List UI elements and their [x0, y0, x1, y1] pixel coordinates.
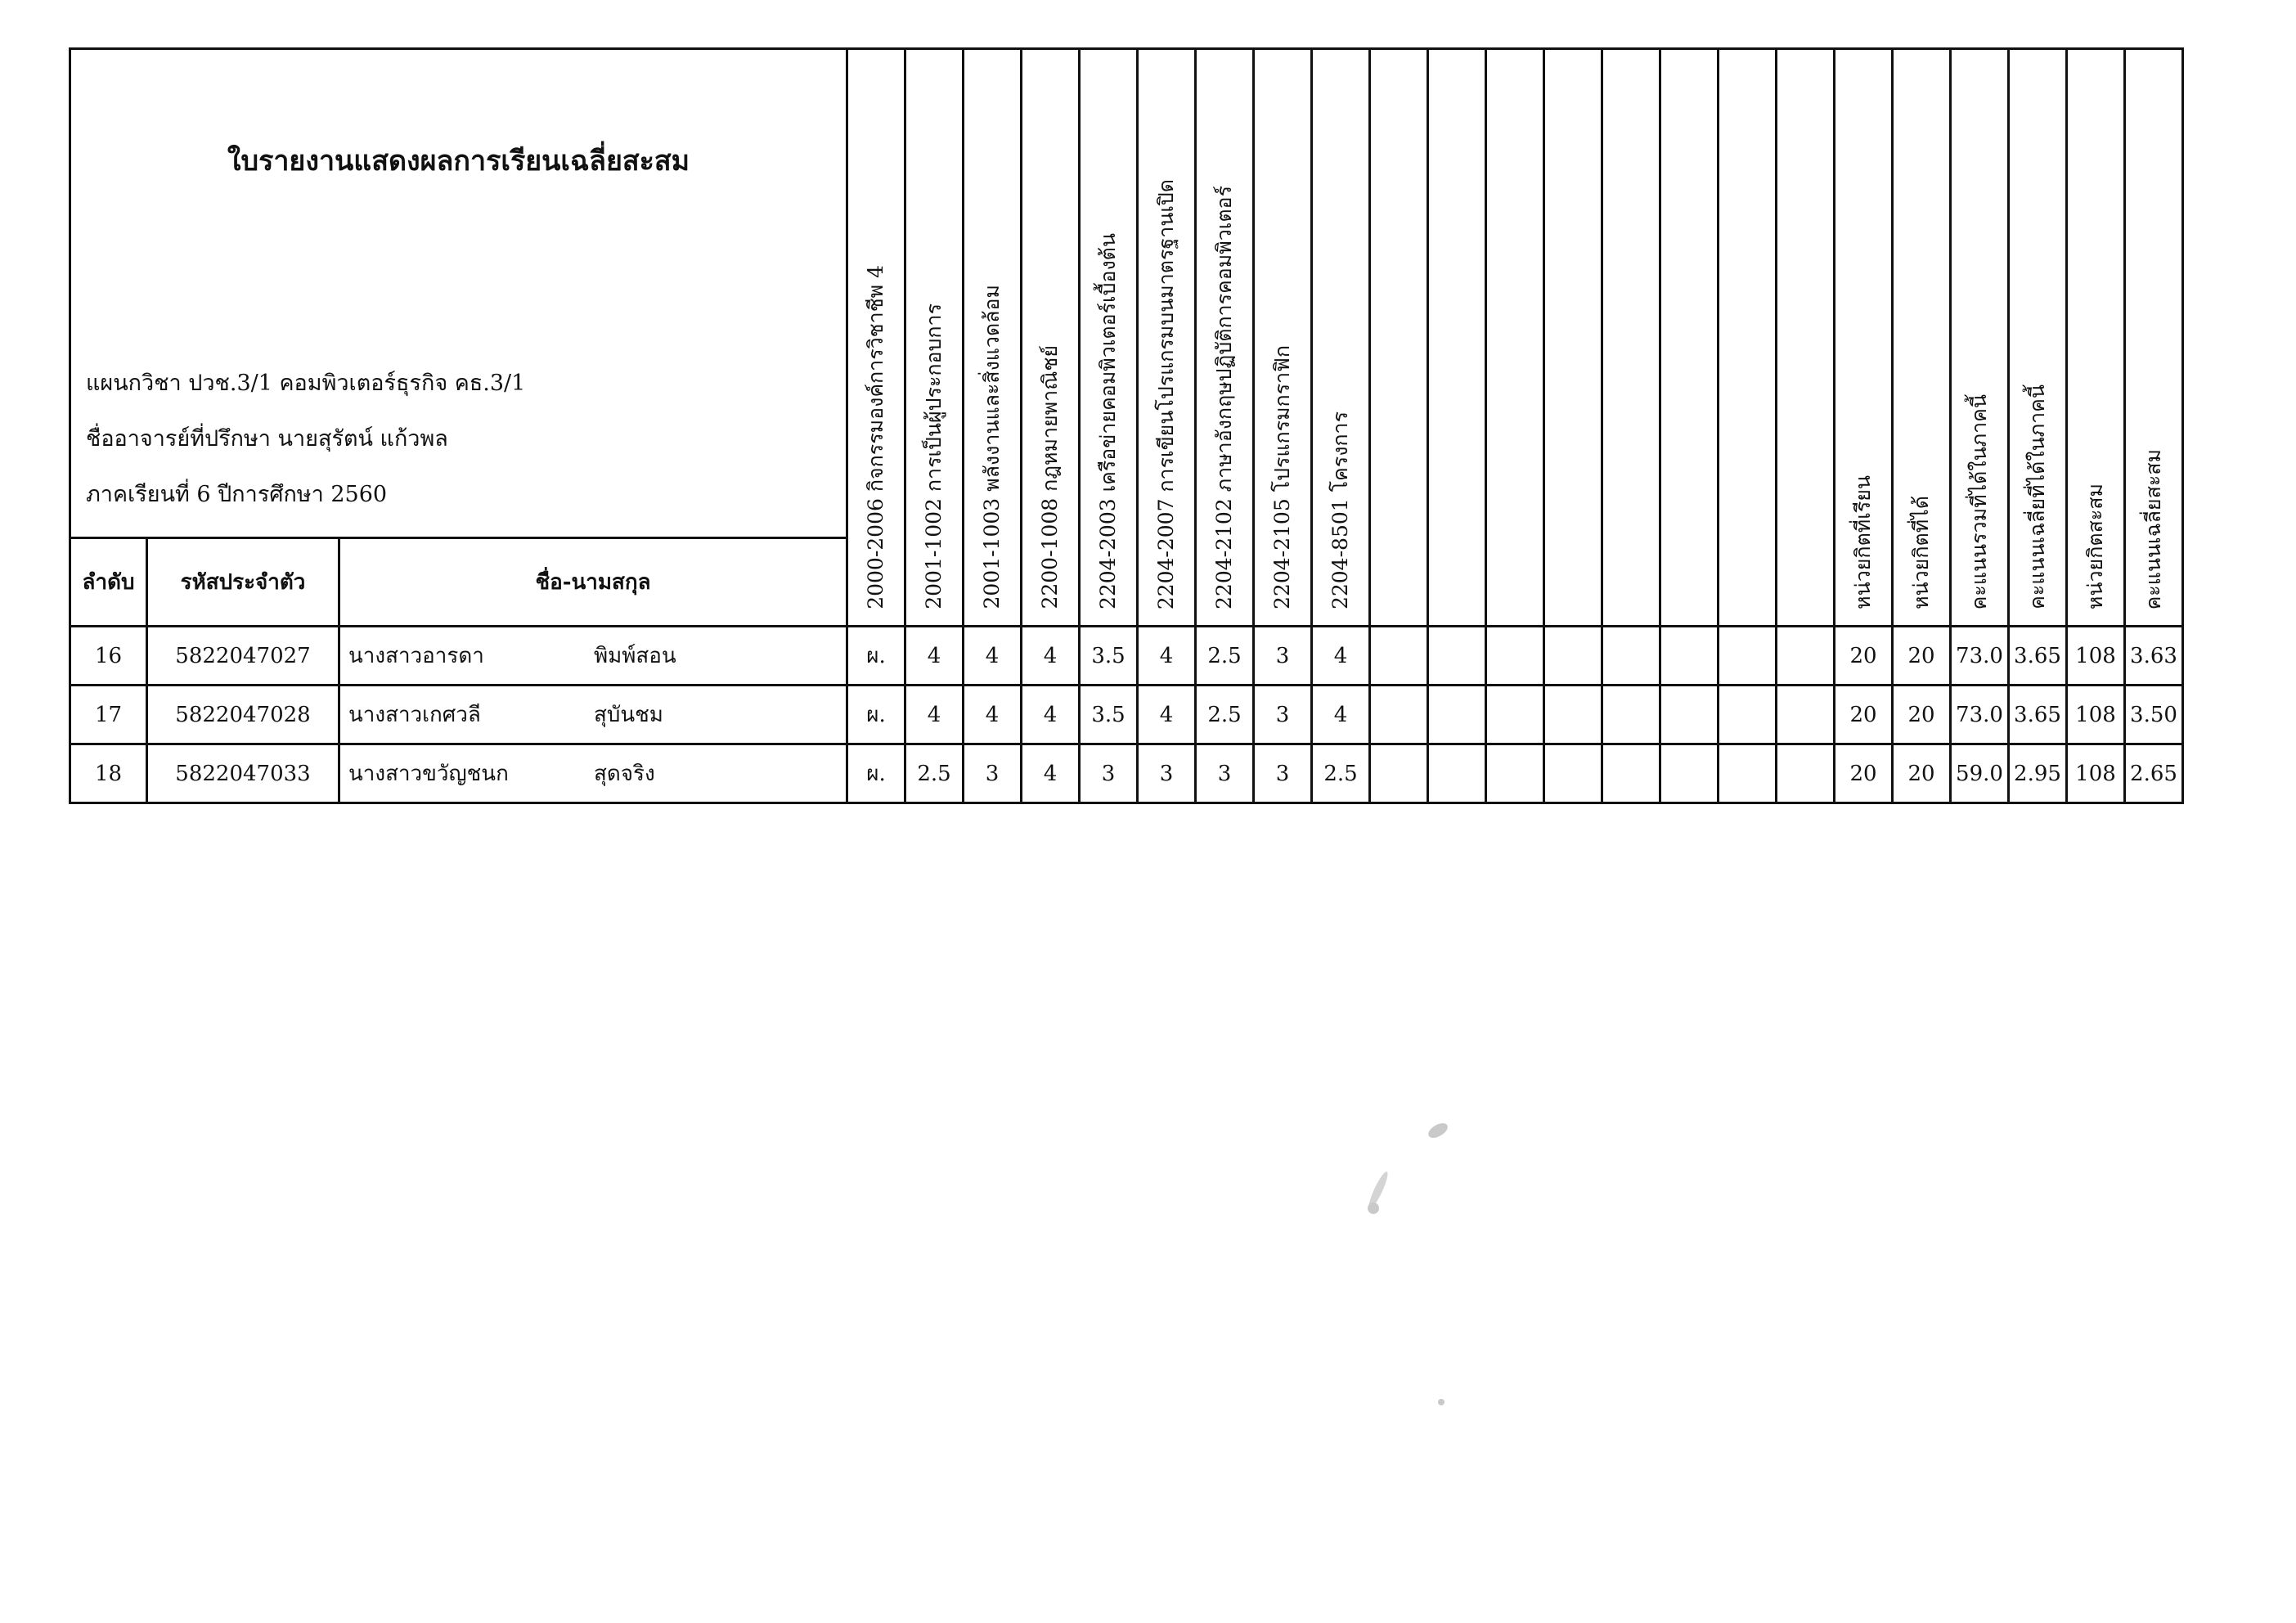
grade-cell — [1719, 686, 1777, 744]
summary-cell: 20 — [1835, 686, 1893, 744]
col-header-no: ลำดับ — [70, 538, 147, 627]
grade-cell: 4 — [1022, 627, 1080, 686]
summary-cell: 108 — [2067, 744, 2125, 803]
advisor-line: ชื่ออาจารย์ที่ปรึกษา นายสุรัตน์ แก้วพล — [86, 426, 448, 452]
grade-cell: ผ. — [847, 744, 905, 803]
summary-cell: 20 — [1893, 686, 1951, 744]
last-name: สุบันชม — [594, 703, 663, 727]
grade-cell: 4 — [905, 686, 964, 744]
row-name — [339, 744, 847, 803]
subject-header-empty — [1660, 49, 1719, 627]
summary-cell: 73.0 — [1951, 627, 2009, 686]
summary-cell: 3.65 — [2009, 627, 2067, 686]
summary-header-term-points: คะแนนรวมที่ได้ในภาคนี้ — [1951, 49, 2009, 627]
row-name — [339, 627, 847, 686]
subject-header-empty — [1486, 49, 1544, 627]
report-title: ใบรายงานแสดงผลการเรียนเฉลี่ยสะสม — [227, 145, 690, 178]
row-no: 16 — [70, 627, 147, 686]
grade-cell — [1486, 627, 1544, 686]
grade-cell — [1777, 627, 1835, 686]
grade-cell — [1602, 627, 1660, 686]
subject-header: 2204-8501 โครงการ — [1312, 49, 1370, 627]
grade-cell: 4 — [1022, 686, 1080, 744]
grade-cell: 4 — [964, 686, 1022, 744]
grade-cell — [1486, 744, 1544, 803]
subject-header: 2200-1008 กฎหมายพาณิชย์ — [1022, 49, 1080, 627]
row-student-id: 5822047028 — [147, 686, 339, 744]
summary-header-credits-earned: หน่วยกิตที่ได้ — [1893, 49, 1951, 627]
grade-cell — [1719, 744, 1777, 803]
subject-header-empty — [1602, 49, 1660, 627]
grade-cell — [1428, 744, 1486, 803]
subject-header-empty — [1370, 49, 1428, 627]
scan-smudge — [1426, 1120, 1450, 1140]
grade-cell — [1719, 627, 1777, 686]
col-header-name: ชื่อ-นามสกุล — [339, 538, 847, 627]
summary-cell: 20 — [1893, 744, 1951, 803]
grade-cell: ผ. — [847, 686, 905, 744]
summary-header-cumulative-credits: หน่วยกิตสะสม — [2067, 49, 2125, 627]
subject-header: 2001-1002 การเป็นผู้ประกอบการ — [905, 49, 964, 627]
summary-cell: 2.65 — [2125, 744, 2183, 803]
summary-cell: 20 — [1835, 744, 1893, 803]
subject-header-empty — [1777, 49, 1835, 627]
summary-cell: 3.65 — [2009, 686, 2067, 744]
grade-cell: 2.5 — [1196, 686, 1254, 744]
first-name: นางสาวเกศวลี — [348, 703, 481, 727]
last-name: สุดจริง — [594, 762, 655, 786]
grade-cell — [1544, 627, 1602, 686]
summary-header-cumulative-gpa: คะแนนเฉลี่ยสะสม — [2125, 49, 2183, 627]
grade-report-table — [69, 47, 2184, 804]
grade-cell — [1660, 744, 1719, 803]
grade-cell: 4 — [905, 627, 964, 686]
subject-header: 2204-2007 การเขียนโปรแกรมบนมาตรฐานเปิด — [1138, 49, 1196, 627]
grade-cell — [1777, 744, 1835, 803]
col-header-student-id: รหัสประจำตัว — [147, 538, 339, 627]
report-header-block — [70, 49, 847, 538]
subject-header-empty — [1544, 49, 1602, 627]
summary-header-term-gpa: คะแนนเฉลี่ยที่ได้ในภาคนี้ — [2009, 49, 2067, 627]
grade-cell — [1370, 627, 1428, 686]
grade-cell — [1602, 744, 1660, 803]
grade-cell: 3 — [1196, 744, 1254, 803]
grade-cell — [1486, 686, 1544, 744]
row-no: 18 — [70, 744, 147, 803]
summary-cell: 108 — [2067, 686, 2125, 744]
grade-cell: 4 — [1312, 627, 1370, 686]
subject-header: 2204-2003 เครือข่ายคอมพิวเตอร์เบื้องต้น — [1080, 49, 1138, 627]
summary-cell: 2.95 — [2009, 744, 2067, 803]
grade-cell: ผ. — [847, 627, 905, 686]
summary-cell: 3.50 — [2125, 686, 2183, 744]
grade-cell — [1370, 744, 1428, 803]
last-name: พิมพ์สอน — [594, 644, 676, 668]
grade-cell — [1544, 744, 1602, 803]
row-student-id: 5822047033 — [147, 744, 339, 803]
grade-cell — [1544, 686, 1602, 744]
grade-cell: 3 — [1080, 744, 1138, 803]
grade-cell: 4 — [1022, 744, 1080, 803]
summary-cell: 108 — [2067, 627, 2125, 686]
grade-cell: 3 — [964, 744, 1022, 803]
grade-cell — [1428, 627, 1486, 686]
table-row — [70, 686, 2183, 744]
first-name: นางสาวขวัญชนก — [348, 762, 509, 786]
grade-cell: 3 — [1254, 686, 1312, 744]
grade-cell: 4 — [1312, 686, 1370, 744]
summary-header-credits-attempted: หน่วยกิตที่เรียน — [1835, 49, 1893, 627]
grade-cell: 3 — [1254, 744, 1312, 803]
subject-header: 2001-1003 พลังงานและสิ่งแวดล้อม — [964, 49, 1022, 627]
grade-cell: 4 — [964, 627, 1022, 686]
row-student-id: 5822047027 — [147, 627, 339, 686]
term-line: ภาคเรียนที่ 6 ปีการศึกษา 2560 — [86, 482, 388, 507]
grade-cell: 4 — [1138, 627, 1196, 686]
summary-cell: 59.0 — [1951, 744, 2009, 803]
subject-header-empty — [1719, 49, 1777, 627]
grade-cell — [1602, 686, 1660, 744]
grade-cell: 3 — [1138, 744, 1196, 803]
grade-cell: 2.5 — [905, 744, 964, 803]
grade-cell — [1777, 686, 1835, 744]
subject-header: 2204-2102 ภาษาอังกฤษปฏิบัติการคอมพิวเตอร์ — [1196, 49, 1254, 627]
grade-cell — [1428, 686, 1486, 744]
scan-smudge — [1438, 1399, 1445, 1405]
summary-cell: 20 — [1893, 627, 1951, 686]
grade-cell: 3 — [1254, 627, 1312, 686]
table-row — [70, 744, 2183, 803]
grade-cell: 2.5 — [1312, 744, 1370, 803]
row-name — [339, 686, 847, 744]
grade-cell — [1660, 686, 1719, 744]
grade-cell — [1660, 627, 1719, 686]
grade-cell: 3.5 — [1080, 627, 1138, 686]
summary-cell: 20 — [1835, 627, 1893, 686]
department-line: แผนกวิชา ปวช.3/1 คอมพิวเตอร์ธุรกิจ คธ.3/1 — [86, 371, 526, 396]
summary-cell: 73.0 — [1951, 686, 2009, 744]
grade-cell: 3.5 — [1080, 686, 1138, 744]
row-no: 17 — [70, 686, 147, 744]
grade-cell — [1370, 686, 1428, 744]
grade-cell: 4 — [1138, 686, 1196, 744]
subject-header: 2204-2105 โปรแกรมกราฟิก — [1254, 49, 1312, 627]
first-name: นางสาวอารดา — [348, 644, 484, 668]
grade-cell: 2.5 — [1196, 627, 1254, 686]
subject-header: 2000-2006 กิจกรรมองค์การวิชาชีพ 4 — [847, 49, 905, 627]
table-row — [70, 627, 2183, 686]
scan-smudge — [1368, 1203, 1379, 1214]
subject-header-empty — [1428, 49, 1486, 627]
summary-cell: 3.63 — [2125, 627, 2183, 686]
